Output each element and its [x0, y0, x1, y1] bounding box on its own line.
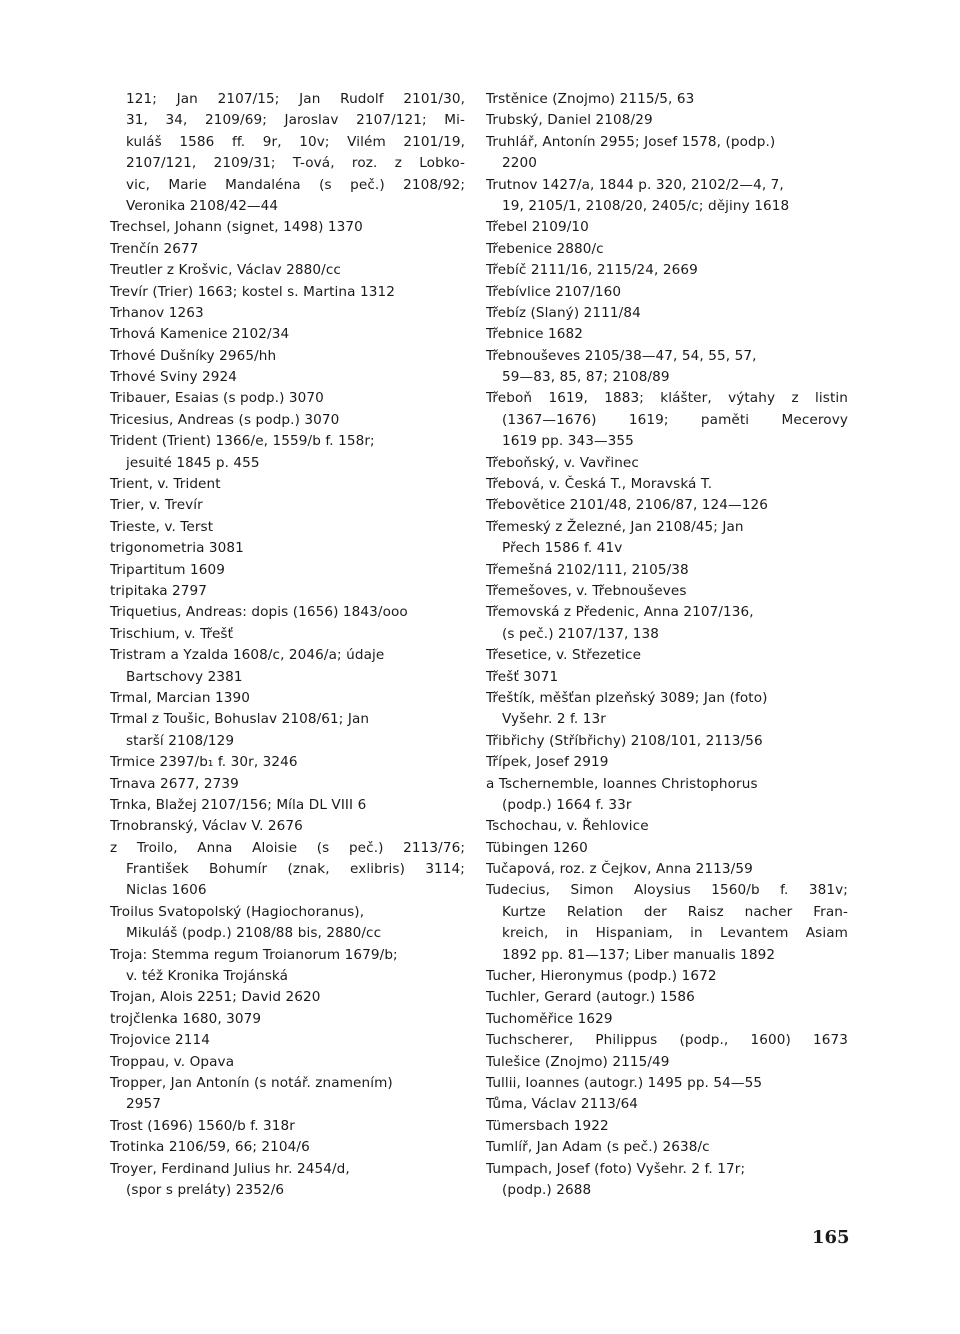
index-entry-line: Treutler z Krošvic, Václav 2880/cc: [110, 262, 341, 279]
index-entry-line: 1892 pp. 81—137; Liber manualis 1892: [502, 946, 776, 963]
index-entry-line: Trmal z Toušic, Bohuslav 2108/61; Jan: [110, 711, 370, 728]
index-entry-line: 2957: [126, 1096, 161, 1113]
index-entry-line: Vyšehr. 2 f. 13r: [502, 711, 606, 728]
index-entry-line: Tullii, Ioannes (autogr.) 1495 pp. 54—55: [486, 1074, 763, 1091]
page-number: 165: [812, 1227, 850, 1248]
index-entry-line: Mikuláš (podp.) 2108/88 bis, 2880/cc: [126, 925, 382, 942]
index-entry-line: Trojan, Alois 2251; David 2620: [110, 989, 321, 1006]
index-entry-line: (podp.) 2688: [502, 1181, 592, 1198]
index-entry-line: Trnava 2677, 2739: [110, 775, 239, 792]
index-entry-line: Tropper, Jan Antonín (s notář. znamením): [110, 1074, 393, 1091]
index-entry-line: 59—83, 85, 87; 2108/89: [502, 369, 670, 386]
index-entry-line: Třeboň 1619, 1883; klášter, výtahy z listin: [486, 390, 848, 407]
index-entry-line: František Bohumír (znak, exlibris) 3114;: [126, 861, 465, 878]
index-entry-line: Trechsel, Johann (signet, 1498) 1370: [110, 219, 363, 236]
index-column-right: [486, 89, 848, 1201]
index-entry-line: (1367—1676) 1619; paměti Mecerovy: [502, 411, 848, 428]
index-entry-line: Třebel 2109/10: [486, 219, 589, 236]
index-entry-line: Trstěnice (Znojmo) 2115/5, 63: [486, 91, 695, 107]
index-entry-line: Trient, v. Trident: [110, 476, 221, 493]
index-entry-line: tripitaka 2797: [110, 582, 208, 599]
index-entry-line: Triquetius, Andreas: dopis (1656) 1843/ooo: [110, 604, 408, 621]
index-entry-line: Troilus Svatopolský (Hagiochoranus),: [110, 903, 365, 920]
index-entry-line: Troja: Stemma regum Troianorum 1679/b;: [110, 946, 398, 963]
index-entry-line: Třebenice 2880/c: [486, 240, 604, 257]
index-entry-line: 19, 2105/1, 2108/20, 2405/c; dějiny 1618: [502, 197, 790, 214]
index-entry-line: Veronika 2108/42—44: [126, 197, 279, 214]
index-entry-line: Tschochau, v. Řehlovice: [486, 818, 649, 835]
index-entry-line: Třebíč 2111/16, 2115/24, 2669: [486, 262, 698, 279]
index-entry-line: Třemešoves, v. Třebnouševes: [486, 582, 687, 599]
index-entry-line: Tübingen 1260: [486, 839, 588, 856]
index-entry-line: Třebíz (Slaný) 2111/84: [486, 304, 641, 321]
index-entry-line: Tuchler, Gerard (autogr.) 1586: [486, 989, 695, 1006]
index-entry-line: Tulešice (Znojmo) 2115/49: [486, 1053, 670, 1070]
index-entry-line: Trier, v. Trevír: [110, 497, 203, 514]
index-entry-line: Tumlíř, Jan Adam (s peč.) 2638/c: [486, 1139, 710, 1156]
index-entry-line: Třibřichy (Stříbřichy) 2108/101, 2113/56: [486, 732, 763, 749]
index-entry-line: Kurtze Relation der Raisz nacher Fran-: [502, 903, 848, 920]
index-entry-line: Třeboňský, v. Vavřinec: [486, 454, 639, 471]
index-entry-line: Třebnouševes 2105/38—47, 54, 55, 57,: [486, 347, 757, 364]
index-entry-line: Tripartitum 1609: [110, 561, 226, 578]
index-entry-line: Třemešná 2102/111, 2105/38: [486, 561, 689, 578]
index-entry-line: Tůma, Václav 2113/64: [486, 1096, 639, 1113]
index-entry-line: Třeštík, měšťan plzeňský 3089; Jan (foto): [486, 689, 768, 706]
index-entry-line: Trnka, Blažej 2107/156; Míla DL VIII 6: [110, 796, 367, 813]
index-entry-line: 1619 pp. 343—355: [502, 433, 634, 450]
index-entry-line: Tuchscherer, Philippus (podp., 1600) 1673: [486, 1032, 848, 1049]
index-entry-line: Trnobranský, Václav V. 2676: [110, 818, 303, 835]
index-entry-line: Tuchoměřice 1629: [486, 1010, 613, 1027]
index-entry-line: Tümersbach 1922: [486, 1117, 609, 1134]
index-entry-line: Troppau, v. Opava: [110, 1053, 235, 1070]
index-entry-line: Třemovská z Předenic, Anna 2107/136,: [486, 604, 754, 621]
index-entry-line: Třebová, v. Česká T., Moravská T.: [486, 476, 713, 493]
index-entry-line: trojčlenka 1680, 3079: [110, 1010, 262, 1027]
index-entry-line: Přech 1586 f. 41v: [502, 540, 623, 557]
index-entry-line: z Troilo, Anna Aloisie (s peč.) 2113/76;: [110, 839, 465, 856]
index-entry-line: Třemeský z Železné, Jan 2108/45; Jan: [486, 518, 744, 535]
index-entry-line: Tricesius, Andreas (s podp.) 3070: [110, 411, 340, 428]
index-entry-line: Truhlář, Antonín 2955; Josef 1578, (podp.): [486, 133, 776, 150]
index-entry-line: Trischium, v. Třešť: [110, 625, 234, 642]
index-entry-line: 2107/121, 2109/31; T-ová, roz. z Lobko-: [126, 155, 465, 172]
index-entry-line: Tumpach, Josef (foto) Vyšehr. 2 f. 17r;: [486, 1160, 746, 1177]
index-entry-line: Trmice 2397/b₁ f. 30r, 3246: [110, 754, 298, 771]
index-entry-line: Troyer, Ferdinand Julius hr. 2454/d,: [110, 1160, 350, 1177]
index-entry-line: Trutnov 1427/a, 1844 p. 320, 2102/2—4, 7,: [486, 176, 784, 193]
index-entry-line: Tristram a Yzalda 1608/c, 2046/a; údaje: [110, 647, 385, 664]
index-entry-line: Trevír (Trier) 1663; kostel s. Martina 1312: [110, 283, 395, 300]
index-entry-line: Třesetice, v. Střezetice: [486, 647, 642, 664]
index-entry-line: Trubský, Daniel 2108/29: [486, 112, 653, 129]
index-entry-line: Tučapová, roz. z Čejkov, Anna 2113/59: [486, 861, 753, 878]
index-entry-line: Trenčín 2677: [110, 240, 199, 257]
index-entry-line: Třebívlice 2107/160: [486, 283, 622, 300]
index-entry-line: Bartschovy 2381: [126, 668, 243, 685]
index-entry-line: Třebnice 1682: [486, 326, 584, 343]
index-entry-line: Tucher, Hieronymus (podp.) 1672: [486, 968, 717, 985]
index-entry-line: Trost (1696) 1560/b f. 318r: [110, 1117, 295, 1134]
index-entry-line: vic, Marie Mandaléna (s peč.) 2108/92;: [126, 176, 465, 193]
index-entry-line: 2200: [502, 155, 537, 172]
index-entry-line: trigonometria 3081: [110, 540, 244, 557]
index-entry-line: 121; Jan 2107/15; Jan Rudolf 2101/30,: [126, 91, 465, 107]
index-entry-line: v. též Kronika Trojánská: [126, 968, 289, 985]
index-entry-line: a Tschernemble, Ioannes Christophorus: [486, 775, 758, 792]
index-entry-line: 31, 34, 2109/69; Jaroslav 2107/121; Mi-: [126, 112, 465, 129]
index-entry-line: starší 2108/129: [126, 732, 235, 749]
index-entry-line: (s peč.) 2107/137, 138: [502, 625, 660, 642]
index-entry-line: Trhová Kamenice 2102/34: [110, 326, 290, 343]
index-entry-line: Trident (Trient) 1366/e, 1559/b f. 158r;: [110, 433, 375, 450]
index-column-left: [110, 89, 465, 1201]
index-entry-line: kreich, in Hispaniam, in Levantem Asiam: [502, 925, 848, 942]
index-entry-line: Trhanov 1263: [110, 304, 204, 321]
index-entry-line: Tribauer, Esaias (s podp.) 3070: [110, 390, 324, 407]
index-entry-line: Trhové Dušníky 2965/hh: [110, 347, 277, 364]
index-entry-line: Trhové Sviny 2924: [110, 369, 238, 386]
index-entry-line: Tudecius, Simon Aloysius 1560/b f. 381v;: [486, 882, 848, 899]
index-entry-line: kuláš 1586 ff. 9r, 10v; Vilém 2101/19,: [126, 133, 465, 150]
index-entry-line: jesuité 1845 p. 455: [126, 454, 260, 471]
index-entry-line: Třípek, Josef 2919: [486, 754, 609, 771]
index-entry-line: Trieste, v. Terst: [110, 518, 214, 535]
index-entry-line: Niclas 1606: [126, 882, 207, 899]
index-entry-line: Trojovice 2114: [110, 1032, 210, 1049]
index-entry-line: (spor s preláty) 2352/6: [126, 1181, 285, 1198]
index-entry-line: Třebovětice 2101/48, 2106/87, 124—126: [486, 497, 768, 514]
index-entry-line: (podp.) 1664 f. 33r: [502, 796, 632, 813]
index-entry-line: Trotinka 2106/59, 66; 2104/6: [110, 1139, 310, 1156]
index-entry-line: Trmal, Marcian 1390: [110, 689, 251, 706]
index-entry-line: Třešť 3071: [486, 668, 559, 685]
